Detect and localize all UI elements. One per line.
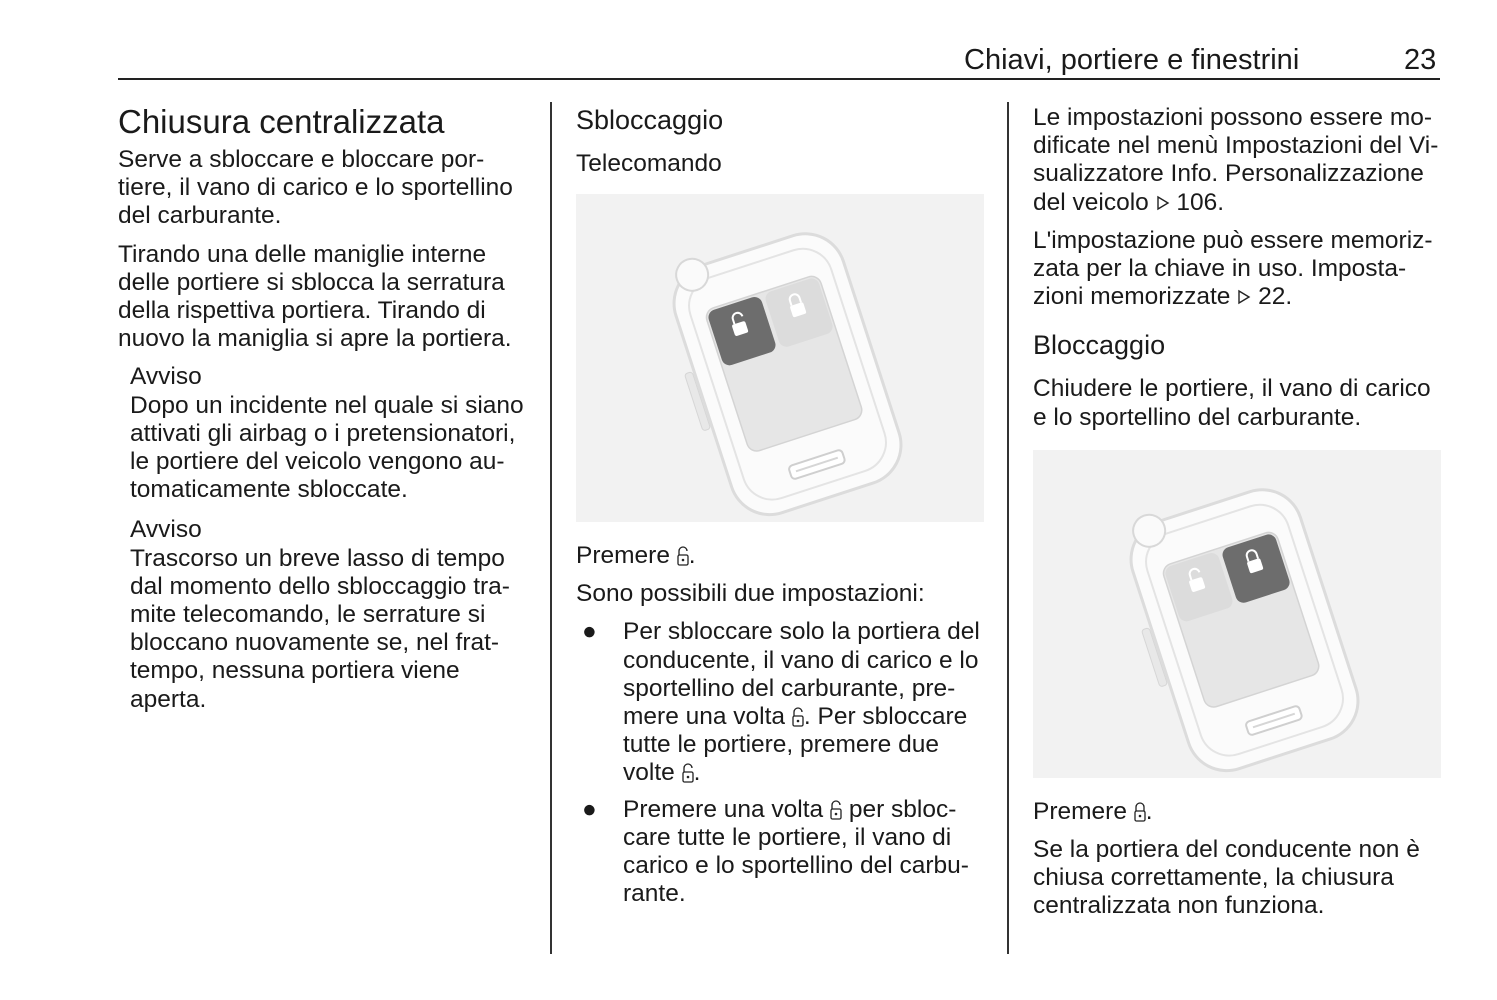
page-reference[interactable]: 22.	[1258, 283, 1293, 311]
list-item-text: .	[693, 759, 701, 787]
notice-text: Dopo un incidente nel quale si siano attivati gli airbag o i pretensionatori, le portiere del veicolo vengono automaticamente sbloccate.	[130, 391, 524, 504]
subsection-heading: Bloccaggio	[1033, 330, 1166, 361]
notice-box	[118, 363, 530, 504]
paragraph: Chiudere le portiere, il vano di carico e lo sportellino del carburante.	[1033, 375, 1431, 431]
notice-title: Avviso	[130, 516, 202, 544]
page-reference-arrow-icon	[1237, 289, 1251, 305]
list-item-text: . Per sbloccare tutte le portiere, premere due volte	[623, 703, 968, 787]
column-3	[1033, 104, 1443, 931]
unlock-button-icon	[792, 707, 804, 727]
paragraph	[1033, 227, 1443, 312]
paragraph-text: L'impostazione può essere memorizzata per la chiave in uso. Impostazioni memorizzate	[1033, 226, 1433, 311]
paragraph: Sono possibili due impostazioni:	[576, 580, 925, 608]
column-divider-1	[550, 102, 552, 954]
press-label: Premere	[1033, 797, 1127, 825]
key-fob-lock-illustration	[1033, 450, 1441, 778]
press-suffix: .	[1145, 797, 1153, 825]
column-1	[118, 104, 530, 726]
list-item-text: Per sbloccare solo la portiera del conducente, il vano di carico e lo sportellino del carburante, premere una volta	[623, 618, 980, 731]
page-reference-arrow-icon	[1156, 195, 1170, 211]
notice-text: Trascorso un breve lasso di tempo dal momento dello sbloccaggio tramite telecomando, le serrature si bloccano nuovamente se, nel frattempo, nessuna portiera viene aperta.	[130, 544, 510, 713]
paragraph: Se la portiera del conducente non è chiusa correttamente, la chiusura centralizzata non funziona.	[1033, 836, 1420, 920]
press-label: Premere	[576, 542, 670, 569]
key-fob-icon	[576, 194, 984, 522]
sub-subsection-heading: Telecomando	[576, 150, 722, 177]
key-fob-icon	[1033, 450, 1441, 778]
instruction	[1033, 798, 1443, 826]
list-item-text: Premere una volta	[623, 795, 824, 823]
paragraph: Tirando una delle maniglie interne delle portiere si sblocca la serratura della rispettiva portiera. Tirando di nuovo la maniglia si apre la portiera.	[118, 240, 512, 353]
notice-title: Avviso	[130, 363, 202, 391]
section-title: Chiusura centralizzata	[118, 103, 445, 140]
bullet: ●	[582, 618, 597, 646]
paragraph-text: Le impostazioni possono essere modificate nel menù Impostazioni del Visualizzatore Info. Personalizzazione del veicolo	[1033, 104, 1439, 216]
unlock-button-icon	[830, 800, 842, 820]
column-divider-2	[1007, 102, 1009, 954]
header-rule	[118, 78, 1440, 80]
column-2	[576, 104, 988, 916]
list-item	[576, 618, 988, 787]
key-fob-unlock-illustration	[576, 194, 984, 522]
press-suffix: .	[688, 542, 696, 569]
paragraph	[1033, 104, 1443, 217]
unlock-button-icon	[682, 763, 694, 783]
running-header-title: Chiavi, portiere e finestrini	[964, 44, 1300, 76]
bullet: ●	[582, 795, 597, 823]
instruction	[576, 542, 988, 570]
list-item-text: per sbloccare tutte le portiere, il vano di carico e lo sportellino del carburante.	[623, 795, 969, 908]
list-item	[576, 796, 988, 909]
subsection-heading: Sbloccaggio	[576, 105, 724, 135]
unlock-button-icon	[677, 546, 689, 566]
page-number: 23	[1404, 44, 1437, 76]
page-reference[interactable]: 106.	[1176, 188, 1225, 216]
notice-box	[118, 516, 530, 713]
paragraph: Serve a sbloccare e bloccare portiere, il vano di carico e lo sportellino del carburante.	[118, 146, 513, 230]
lock-button-icon	[1134, 802, 1146, 822]
